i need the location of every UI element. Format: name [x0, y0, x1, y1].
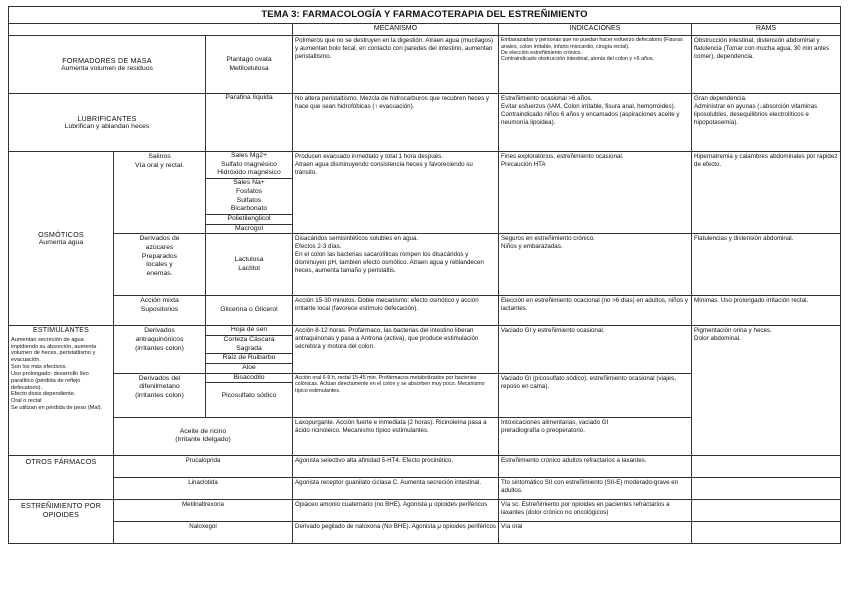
indicacion-line: De elección estreñimiento crónico. [501, 50, 582, 57]
drug-name: Sales Mg2+ [230, 152, 268, 160]
note-line: Son los más efectivos. [11, 364, 67, 371]
indicaciones-cell [499, 36, 692, 94]
header-row [9, 24, 841, 36]
subgroup-label: enemas. [146, 270, 173, 278]
drug-list-difenilmetano [206, 373, 293, 417]
note-line: Uso prolongado: desarrollo íleo paralítico (pérdida de reflejo defecatorio). [11, 370, 89, 391]
subgroup-label: Preparados [141, 252, 178, 260]
group-subtitle: Lubrifican y ablandan heces [64, 122, 150, 130]
subgroup-salinos [114, 152, 206, 234]
rams-cell-empty [692, 455, 841, 477]
row-metilnaltrexona [9, 499, 841, 521]
subgroup-label: Derivados de [139, 235, 180, 243]
group-osmoticos [9, 152, 114, 326]
subgroup-via: Vía oral y rectal. [134, 161, 185, 169]
note-line: Efecto dosis dependiente. [11, 391, 76, 398]
indicaciones-cell: Vía sc. Estreñimiento por opioides en pacientes refractarios a laxantes (dolor crónico no oncológicos) [499, 499, 692, 521]
indicacion-line: Precaución HTA [501, 161, 546, 169]
indicacion-line: preradiografía o preoperatorio. [501, 426, 585, 434]
drug-name: Linaclotida [114, 477, 293, 499]
indicaciones-cell [499, 234, 692, 296]
row-prucaloprida [9, 455, 841, 477]
subgroup-ricino [114, 417, 293, 455]
mecanismo-line: Disacáridos semisintéticos solubles en agua. [295, 235, 419, 243]
rams-cell [692, 94, 841, 152]
rams-cell-empty [692, 499, 841, 521]
group-subtitle: Aumenta agua [38, 238, 84, 246]
mecanismo-cell: Opiáceo amonio cuaternario (no BHE). Agonista μ opioides periféricos [293, 499, 499, 521]
drug-name: Lactitol [238, 264, 260, 272]
group-formadores [9, 36, 206, 94]
subgroup-label: Acción mixta [140, 297, 179, 305]
mecanismo-cell: Acción 8-12 horas. Profármaco, las bacterias del intestino liberan antraquinonas y pasa a Antrona (activa), que produce estimulación secretora y motora del colon. [293, 326, 499, 373]
subgroup-label: Aceite de ricino [179, 427, 227, 435]
subgroup-label: antraquinónicos [135, 335, 184, 343]
drug-item [206, 179, 292, 215]
note-line: Se utilizan en pérdida de peso (Mal). [11, 404, 103, 411]
rams-cell-empty [692, 477, 841, 499]
subgroup-azucares [114, 234, 206, 296]
group-subtitle: Aumenta volumen de residuos [61, 64, 153, 72]
title-row [9, 7, 841, 24]
drug-name: Hidróxido magnésico [217, 169, 281, 177]
drug-name: Lactulosa [234, 256, 264, 264]
document-title: TEMA 3: FARMACOLOGÍA Y FARMACOTERAPIA DEL ESTREÑIMIENTO [9, 7, 841, 24]
subgroup-mixta [114, 296, 206, 326]
mecanismo-cell: Derivado pegilado de naloxona (No BHE). Agonista μ opioides periféricos [293, 521, 499, 543]
indicacion-line: Contraindicado obstrucción intestinal, atonía del colon y <6 años. [501, 56, 654, 63]
subgroup-label: (irritantes colon) [135, 392, 184, 400]
subgroup-label: Salinos [148, 153, 171, 161]
header-rams: RAMS [692, 24, 841, 36]
indicaciones-cell: Vaciado GI (picosulfato sódico), estreñimiento ocasional (viajes, reposo en cama). [499, 373, 692, 417]
drug-item: Picosulfato sódico [221, 392, 277, 400]
indicacion-line: Estreñimiento ocasional >6 años. [501, 95, 593, 103]
rams-cell: Flatulencias y distensión abdominal. [692, 234, 841, 296]
indicaciones-cell: Estreñimiento crónico adultos refractarios a laxantes. [499, 455, 692, 477]
group-name: OTROS FÁRMACOS [25, 456, 97, 466]
mecanismo-cell: Polímeros que no se destruyen en la digestión. Atraen agua (mucílagos) y aumentan bolo fecal, en contacto con paredes del intestino, aumentan peristaltismo. [293, 36, 499, 94]
drug-item: Polietilenglicol [206, 215, 292, 225]
group-opioides [9, 499, 114, 543]
mecanismo-cell: Agonista selectivo alta afinidad 5-HT4. Efecto procinético. [293, 455, 499, 477]
drug-item: Raíz de Ruibarbo [206, 354, 292, 364]
rams-cell-empty [692, 373, 841, 417]
indicacion-line: Niños y embarazadas. [501, 243, 563, 251]
indicaciones-cell: Tto sintomático SII con estreñimiento (SII-E) moderado-grave en adultos. [499, 477, 692, 499]
row-linaclotida [9, 477, 841, 499]
mecanismo-cell: Agonista receptor guanilato ciclasa C. Aumenta secreción intestinal. [293, 477, 499, 499]
indicaciones-cell: Vía oral [499, 521, 692, 543]
drug-name: Naloxegol [114, 521, 293, 543]
rams-cell: Obstrucción intestinal, distensión abdominal y flatulencia (Tomar con mucha agua, 30 min antes comer), dependencia. [692, 36, 841, 94]
drug-name: Sulfato magnésico [221, 160, 277, 168]
row-ricino [9, 417, 841, 455]
drug-item: Aloe [242, 364, 256, 372]
group-name: LUBRIFICANTES [77, 113, 137, 123]
row-naloxegol [9, 521, 841, 543]
ram-line: Administrar en ayunas (↓absorción vitaminas liposolubles, desequilibrios electrolíticos e hipopotasemia). [694, 103, 818, 126]
subgroup-label: difenilmetano [139, 383, 180, 391]
group-estimulantes [9, 326, 114, 455]
drug-name: Corteza Cáscara [223, 335, 275, 343]
mecanismo-line: Atraen agua disminuyendo consistencia heces y favoreciendo su tránsito. [295, 161, 473, 176]
drug-name: Parafina líquida [206, 94, 293, 152]
indicacion-line: Evitar esfuerzos (IAM, Colon irritable, fisura anal, hemorroides). [501, 103, 676, 111]
indicaciones-cell: Elección en estreñimiento ocacional (no >6 días) en adultos, niños y lactantes. [499, 296, 692, 326]
group-name: ESTIMULANTES [32, 327, 90, 335]
row-mixta [9, 296, 841, 326]
group-name: FORMADORES DE MASA [62, 55, 152, 65]
subgroup-antraquinonicos [114, 326, 206, 373]
drug-item [206, 152, 292, 179]
drug-item: Macrogol [235, 224, 263, 232]
header-indicaciones: INDICACIONES [499, 24, 692, 36]
drug-item: Hoja de sen [206, 326, 292, 336]
subgroup-label: (Irritante Idelgado) [175, 436, 231, 444]
header-mecanismo: MECANISMO [293, 24, 499, 36]
drug-name: Glicerina o Glicerol [206, 296, 293, 326]
row-lubricantes [9, 94, 841, 152]
subgroup-label: locales y [146, 261, 173, 269]
drug-name: Fosfatos [235, 187, 263, 195]
indicacion-line: Fines exploratorios, estreñimiento ocasional. [501, 153, 624, 161]
subgroup-label: Derivados [144, 327, 175, 335]
mecanismo-line: En el colon las bacterias sacarolíticas rompen los disacáridos y disminuyen pH, también efecto osmótico. Atraen agua y reblandecen heces, aumenta tamaño y peristaltis. [295, 251, 484, 275]
group-name: ESTREÑIMIENTO POR OPIOIDES [21, 500, 101, 519]
drug-name: Sagrada [236, 344, 262, 352]
row-formadores [9, 36, 841, 94]
indicacion-line: Seguros en estreñimiento crónico. [501, 235, 595, 243]
indicaciones-cell [499, 94, 692, 152]
document-page [8, 6, 840, 544]
drug-item [206, 336, 292, 354]
mecanismo-line: Efectos 2-3 días. [295, 243, 342, 251]
mecanismo-cell: Acción 15-30 minutos. Doble mecanismo: efecto osmótico y acción irritante local (favorece estímulo defecación). [293, 296, 499, 326]
ram-line: Dolor abdominal. [694, 335, 741, 343]
ram-line: Pigmentación orina y heces. [694, 327, 772, 335]
rams-cell: Mínimas. Uso prolongado irritación rectal. [692, 296, 841, 326]
indicacion-line: Intoxicaciones alimentarias, vaciado GI [501, 418, 609, 426]
drug-list-antraquinonicos [206, 326, 293, 373]
row-difenilmetano [9, 373, 841, 417]
drug-name: Plantago ovata [226, 55, 272, 63]
subgroup-label: Derivados del [138, 374, 181, 382]
row-salinos [9, 152, 841, 234]
group-lubricantes [9, 94, 206, 152]
ram-line: Gran dependencia. [694, 95, 747, 103]
mecanismo-cell: No altera peristaltismo. Mezcla de hidrocarburos que recubren heces y hace que sean hidrofóbicas (↑ evacuación). [293, 94, 499, 152]
drug-cell [206, 36, 293, 94]
drug-name: Prucaloprida [114, 455, 293, 477]
drug-list-salinos [206, 152, 293, 234]
drug-item: Bisacodilo [206, 374, 292, 384]
drug-name: Bicarbonato [230, 205, 268, 213]
note-line: Aumentan secreción de agua impidiendo su absorción, aumenta volumen de heces, peristaltismo y evacuación. [11, 336, 97, 364]
header-empty [9, 24, 293, 36]
subgroup-label: (irritantes colon) [135, 344, 184, 352]
indicaciones-cell: Vaciado GI y estreñimiento ocasional. [499, 326, 692, 373]
indicaciones-cell [499, 417, 692, 455]
rams-cell [692, 326, 841, 373]
rams-cell-empty [692, 521, 841, 543]
indicacion-line: Contraindicado niños 6 años y encamados (aspiraciones aceite y neumonía lipoidea). [501, 110, 680, 126]
drug-name: Metilcelulosa [229, 64, 269, 72]
mecanismo-cell: Laxopurgante. Acción fuerte e inmediata (2 horas). Ricinoleína pasa a ácido ricinoleico. Mecanismo típico estimulantes. [293, 417, 499, 455]
indicacion-line: Embarazadas y personas que no puedan hacer esfuerzo defecatorio (Fisuras anales, colon irritable, infarto miocardio, cirugía rectal). [501, 37, 683, 50]
drug-name: Metilnaltrexona [114, 499, 293, 521]
subgroup-label: azúcares [145, 243, 174, 251]
subgroup-label: Supositorios [140, 305, 179, 313]
row-antraquinonicos [9, 326, 841, 373]
rams-cell: Hipernatremia y calambres abdominales por rapidez de efecto. [692, 152, 841, 234]
drug-cell [206, 234, 293, 296]
rams-cell-empty [692, 417, 841, 455]
mecanismo-cell [293, 152, 499, 234]
group-otros [9, 455, 114, 499]
drug-name: Sales Na+ [233, 179, 265, 187]
row-azucares [9, 234, 841, 296]
drug-name: Sulfatos [236, 196, 262, 204]
group-name: OSMÓTICOS [38, 229, 84, 239]
indicaciones-cell [499, 152, 692, 234]
note-line: Oral o rectal [11, 398, 42, 405]
mecanismo-cell: Acción oral 6-9 h, rectal 15-45 min. Profármacos metabolizados por bacterias colónicas. Actúan directamente en el colon y se absorben muy poco. Mecanismo típico estimulantes. [293, 373, 499, 417]
subgroup-difenilmetano [114, 373, 206, 417]
mecanismo-cell [293, 234, 499, 296]
laxatives-table [8, 6, 841, 544]
mecanismo-line: Producen evacuado inmediato y total 1 hora después. [295, 153, 443, 161]
